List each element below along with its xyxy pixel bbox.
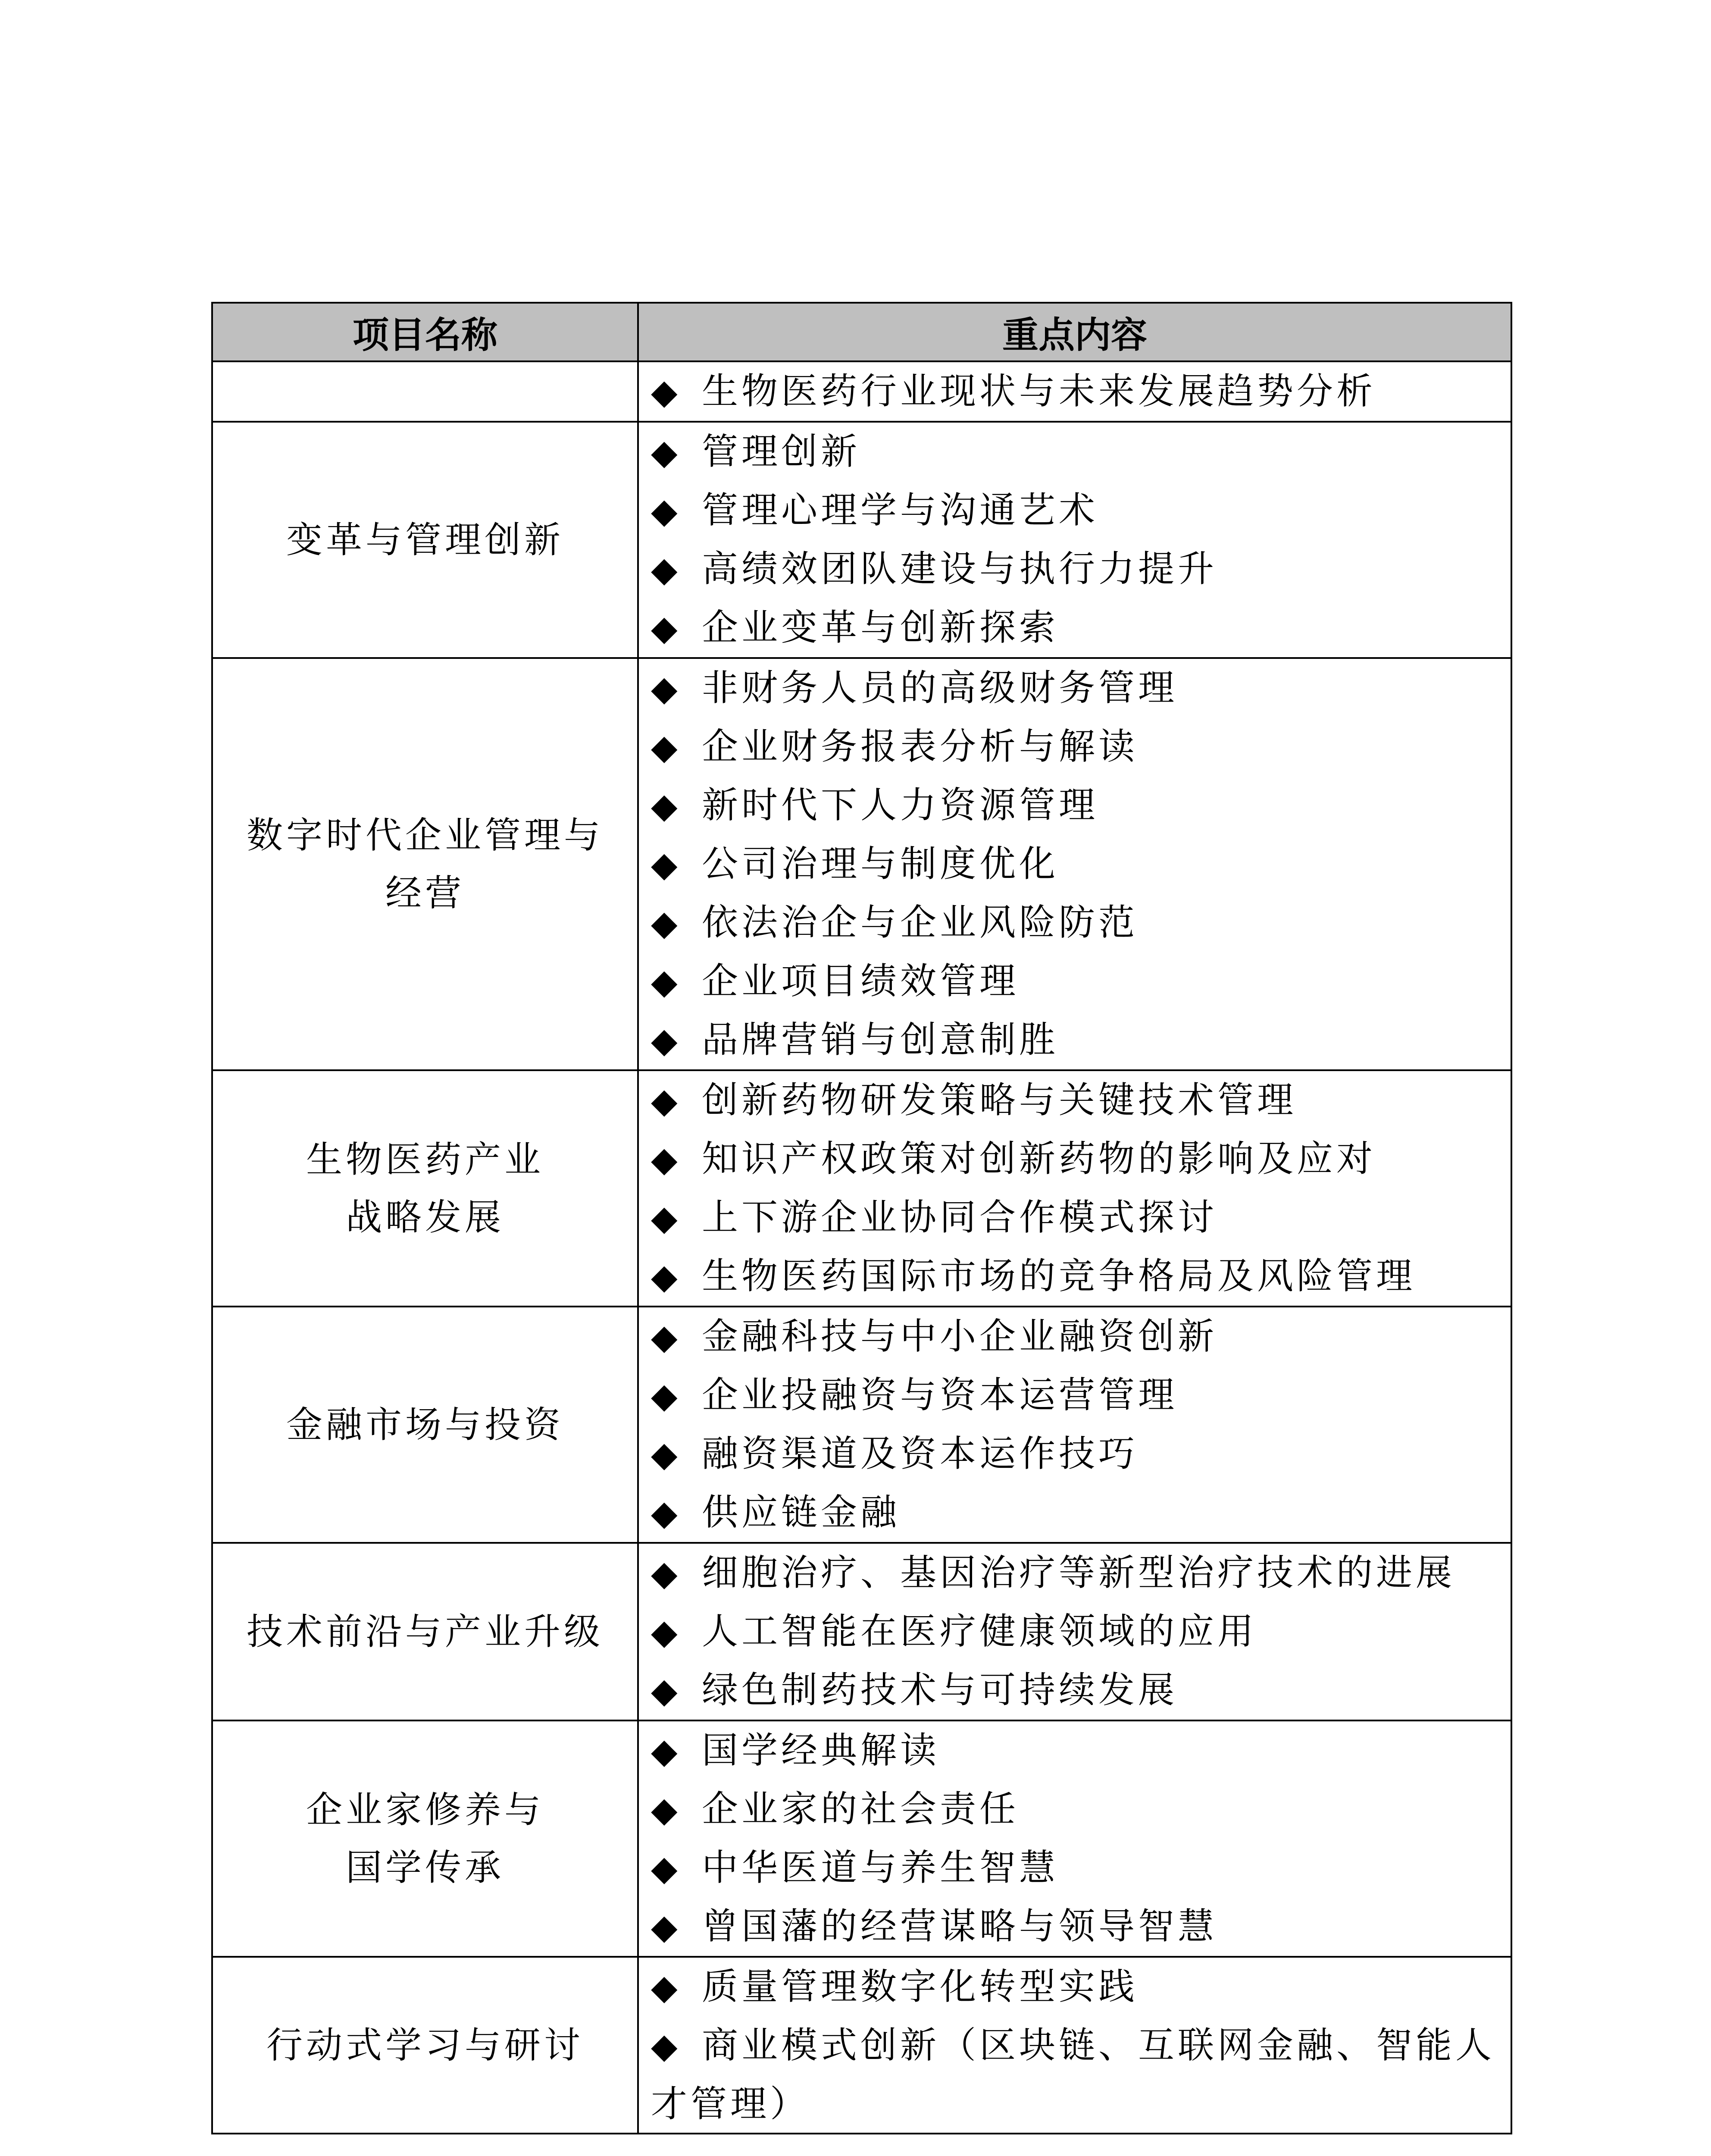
diamond-bullet-icon: ◆ bbox=[651, 668, 678, 708]
project-name-line: 技术前沿与产业升级 bbox=[246, 1611, 604, 1653]
diamond-bullet-icon: ◆ bbox=[651, 1257, 678, 1297]
key-content-cell bbox=[638, 1957, 1511, 2134]
diamond-bullet-icon: ◆ bbox=[651, 1376, 678, 1416]
table-row bbox=[212, 1957, 1511, 2134]
diamond-bullet-icon: ◆ bbox=[651, 491, 678, 531]
project-name-line: 变革与管理创新 bbox=[286, 519, 564, 561]
diamond-bullet-icon: ◆ bbox=[651, 1493, 678, 1533]
content-item-text: 创新药物研发策略与关键技术管理 bbox=[702, 1079, 1297, 1121]
content-item-text: 品牌营销与创意制胜 bbox=[702, 1018, 1059, 1061]
diamond-bullet-icon: ◆ bbox=[651, 1139, 678, 1179]
content-item-text: 非财务人员的高级财务管理 bbox=[702, 667, 1178, 709]
content-item-text: 国学经典解读 bbox=[702, 1729, 940, 1771]
content-list-item bbox=[651, 1130, 1504, 1188]
project-name-cell bbox=[212, 422, 638, 658]
diamond-bullet-icon: ◆ bbox=[651, 962, 678, 1002]
content-item-text: 管理心理学与沟通艺术 bbox=[702, 489, 1099, 531]
content-item-text: 细胞治疗、基因治疗等新型治疗技术的进展 bbox=[702, 1551, 1456, 1594]
content-item-text: 质量管理数字化转型实践 bbox=[702, 1965, 1139, 2008]
table-row bbox=[212, 1070, 1511, 1307]
content-list-item bbox=[651, 1188, 1504, 1247]
key-content-cell bbox=[638, 361, 1511, 422]
diamond-bullet-icon: ◆ bbox=[651, 1967, 678, 2007]
content-list-item bbox=[651, 1366, 1504, 1425]
content-item-text: 金融科技与中小企业融资创新 bbox=[702, 1315, 1218, 1357]
project-name-cell bbox=[212, 1307, 638, 1543]
content-list-item bbox=[651, 481, 1504, 540]
content-list-item bbox=[651, 776, 1504, 835]
diamond-bullet-icon: ◆ bbox=[651, 1789, 678, 1830]
content-item-text: 企业项目绩效管理 bbox=[702, 960, 1020, 1002]
table-header-row bbox=[212, 303, 1511, 361]
content-item-text: 生物医药国际市场的竞争格局及风险管理 bbox=[702, 1255, 1416, 1297]
content-list-item bbox=[651, 1483, 1504, 1542]
content-item-text: 企业变革与创新探索 bbox=[702, 606, 1059, 649]
content-item-text: 中华医道与养生智慧 bbox=[702, 1846, 1059, 1889]
content-list-item bbox=[651, 1958, 1504, 2016]
project-name-line: 行动式学习与研讨 bbox=[266, 2024, 584, 2066]
diamond-bullet-icon: ◆ bbox=[651, 844, 678, 884]
project-name-line: 企业家修养与 bbox=[306, 1789, 544, 1831]
content-list-item bbox=[651, 1071, 1504, 1130]
table-row bbox=[212, 1720, 1511, 1957]
key-content-cell bbox=[638, 1543, 1511, 1720]
diamond-bullet-icon: ◆ bbox=[651, 1317, 678, 1357]
content-item-text: 供应链金融 bbox=[702, 1491, 901, 1533]
key-content-cell bbox=[638, 1720, 1511, 1957]
content-list-item bbox=[651, 2016, 1504, 2133]
project-name-cell bbox=[212, 1543, 638, 1720]
content-item-text: 融资渠道及资本运作技巧 bbox=[702, 1432, 1139, 1475]
diamond-bullet-icon: ◆ bbox=[651, 1081, 678, 1121]
content-list-item bbox=[651, 1661, 1504, 1720]
table-row bbox=[212, 1307, 1511, 1543]
diamond-bullet-icon: ◆ bbox=[651, 372, 678, 412]
content-list-item bbox=[651, 835, 1504, 893]
project-name-line: 数字时代企业管理与 bbox=[246, 814, 604, 856]
diamond-bullet-icon: ◆ bbox=[651, 903, 678, 943]
table-row bbox=[212, 422, 1511, 658]
content-list-item bbox=[651, 718, 1504, 776]
content-list-item bbox=[651, 1839, 1504, 1897]
project-name-line: 生物医药产业 bbox=[306, 1138, 544, 1181]
content-list-item bbox=[651, 893, 1504, 952]
diamond-bullet-icon: ◆ bbox=[651, 727, 678, 767]
project-name-cell bbox=[212, 1070, 638, 1307]
key-content-cell bbox=[638, 422, 1511, 658]
diamond-bullet-icon: ◆ bbox=[651, 608, 678, 648]
content-list-item bbox=[651, 1425, 1504, 1483]
project-name-cell bbox=[212, 1720, 638, 1957]
content-list-item bbox=[651, 1011, 1504, 1069]
diamond-bullet-icon: ◆ bbox=[651, 432, 678, 472]
project-name-cell bbox=[212, 658, 638, 1070]
content-item-text: 知识产权政策对创新药物的影响及应对 bbox=[702, 1138, 1376, 1180]
content-item-text: 依法治企与企业风险防范 bbox=[702, 901, 1139, 943]
content-list-item bbox=[651, 659, 1504, 718]
key-content-cell bbox=[638, 658, 1511, 1070]
content-item-text: 新时代下人力资源管理 bbox=[702, 784, 1099, 826]
diamond-bullet-icon: ◆ bbox=[651, 1434, 678, 1474]
project-name-line: 国学传承 bbox=[345, 1846, 504, 1889]
content-item-text: 公司治理与制度优化 bbox=[702, 843, 1059, 885]
project-name-line: 经营 bbox=[385, 872, 465, 914]
content-list-item bbox=[651, 362, 1504, 421]
content-item-text: 管理创新 bbox=[702, 430, 861, 473]
content-item-text: 企业财务报表分析与解读 bbox=[702, 725, 1139, 768]
content-list-item bbox=[651, 1780, 1504, 1839]
content-item-text: 商业模式创新（区块链、互联网金融、智能人才管理） bbox=[651, 2024, 1495, 2125]
content-item-text: 曾国藩的经营谋略与领导智慧 bbox=[702, 1905, 1218, 1947]
table-row bbox=[212, 361, 1511, 422]
content-item-text: 人工智能在医疗健康领域的应用 bbox=[702, 1610, 1257, 1652]
key-content-cell bbox=[638, 1070, 1511, 1307]
content-list-item bbox=[651, 952, 1504, 1011]
diamond-bullet-icon: ◆ bbox=[651, 1848, 678, 1888]
content-item-text: 生物医药行业现状与未来发展趋势分析 bbox=[702, 370, 1376, 412]
project-name-cell bbox=[212, 361, 638, 422]
content-item-text: 企业投融资与资本运营管理 bbox=[702, 1374, 1178, 1416]
project-name-line: 金融市场与投资 bbox=[286, 1404, 564, 1446]
content-list-item bbox=[651, 1544, 1504, 1602]
diamond-bullet-icon: ◆ bbox=[651, 549, 678, 589]
project-name-cell bbox=[212, 1957, 638, 2134]
header-project-name: 项目名称 bbox=[212, 303, 638, 361]
content-list-item bbox=[651, 1307, 1504, 1366]
content-list-item bbox=[651, 423, 1504, 481]
project-name-line: 战略发展 bbox=[345, 1196, 504, 1238]
course-content-table bbox=[211, 302, 1512, 2134]
diamond-bullet-icon: ◆ bbox=[651, 1907, 678, 1947]
diamond-bullet-icon: ◆ bbox=[651, 2026, 678, 2066]
content-list-item bbox=[651, 599, 1504, 657]
content-list-item bbox=[651, 540, 1504, 599]
content-list-item bbox=[651, 1247, 1504, 1306]
diamond-bullet-icon: ◆ bbox=[651, 786, 678, 826]
diamond-bullet-icon: ◆ bbox=[651, 1670, 678, 1711]
diamond-bullet-icon: ◆ bbox=[651, 1612, 678, 1652]
content-item-text: 绿色制药技术与可持续发展 bbox=[702, 1669, 1178, 1711]
content-list-item bbox=[651, 1721, 1504, 1780]
content-list-item bbox=[651, 1897, 1504, 1956]
header-key-content: 重点内容 bbox=[638, 303, 1511, 361]
diamond-bullet-icon: ◆ bbox=[651, 1731, 678, 1771]
content-item-text: 上下游企业协同合作模式探讨 bbox=[702, 1196, 1218, 1238]
table-row bbox=[212, 1543, 1511, 1720]
key-content-cell bbox=[638, 1307, 1511, 1543]
content-item-text: 企业家的社会责任 bbox=[702, 1788, 1020, 1830]
diamond-bullet-icon: ◆ bbox=[651, 1553, 678, 1593]
content-list-item bbox=[651, 1602, 1504, 1661]
diamond-bullet-icon: ◆ bbox=[651, 1020, 678, 1060]
table-row bbox=[212, 658, 1511, 1070]
diamond-bullet-icon: ◆ bbox=[651, 1198, 678, 1238]
content-item-text: 高绩效团队建设与执行力提升 bbox=[702, 548, 1218, 590]
